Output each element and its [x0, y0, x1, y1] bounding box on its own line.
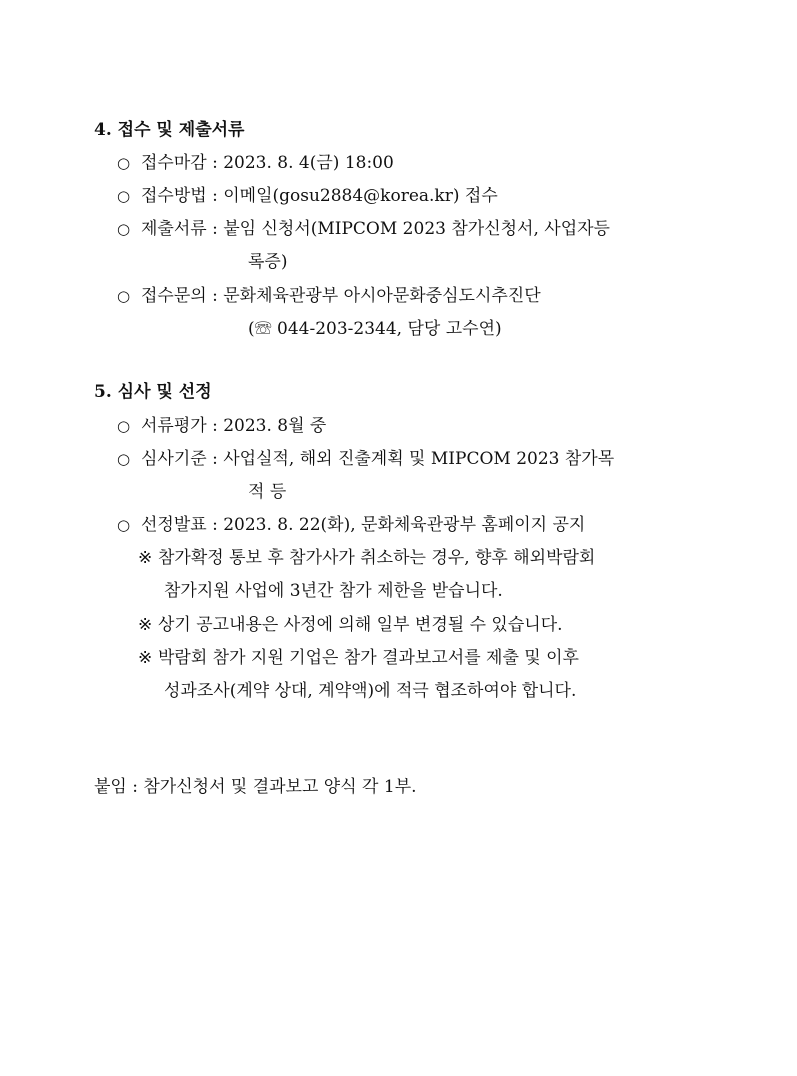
list-item	[117, 415, 326, 437]
circle-bullet-icon: ○	[117, 220, 131, 238]
note-item	[138, 647, 579, 669]
circle-bullet-icon: ○	[117, 154, 131, 172]
note-text: 참가확정 통보 후 참가사가 취소하는 경우, 향후 해외박람회	[158, 548, 596, 568]
list-item	[117, 185, 498, 207]
circle-bullet-icon: ○	[117, 417, 131, 435]
circle-bullet-icon: ○	[117, 187, 131, 205]
circle-bullet-icon: ○	[117, 450, 131, 468]
item-continuation: (☏ 044-203-2344, 담당 고수연)	[248, 319, 502, 339]
list-item	[117, 285, 541, 307]
item-text: 서류평가 : 2023. 8월 중	[141, 416, 327, 436]
note-item	[138, 547, 595, 569]
list-item	[117, 514, 585, 536]
note-continuation: 참가지원 사업에 3년간 참가 제한을 받습니다.	[164, 581, 503, 601]
section4-heading: 4. 접수 및 제출서류	[94, 120, 245, 140]
item-continuation: 적 등	[248, 482, 287, 502]
item-text: 제출서류 : 붙임 신청서(MIPCOM 2023 참가신청서, 사업자등	[141, 219, 610, 239]
item-text: 접수방법 : 이메일(gosu2884@korea.kr) 접수	[141, 186, 498, 206]
circle-bullet-icon: ○	[117, 287, 131, 305]
list-item	[117, 448, 614, 470]
list-item	[117, 152, 394, 174]
note-text: 상기 공고내용은 사정에 의해 일부 변경될 수 있습니다.	[158, 615, 563, 635]
item-text: 접수마감 : 2023. 8. 4(금) 18:00	[141, 153, 394, 173]
note-continuation: 성과조사(계약 상대, 계약액)에 적극 협조하여야 합니다.	[164, 681, 577, 701]
reference-mark-icon: ※	[138, 648, 153, 668]
item-text: 접수문의 : 문화체육관광부 아시아문화중심도시추진단	[141, 286, 541, 306]
item-continuation: 록증)	[248, 252, 288, 272]
note-text: 박람회 참가 지원 기업은 참가 결과보고서를 제출 및 이후	[158, 648, 579, 668]
section5-heading: 5. 심사 및 선정	[94, 382, 212, 402]
circle-bullet-icon: ○	[117, 516, 131, 534]
item-text: 선정발표 : 2023. 8. 22(화), 문화체육관광부 홈페이지 공지	[141, 515, 586, 535]
list-item	[117, 218, 610, 240]
item-text: 심사기준 : 사업실적, 해외 진출계획 및 MIPCOM 2023 참가목	[141, 449, 615, 469]
attachment-line: 붙임 : 참가신청서 및 결과보고 양식 각 1부.	[94, 777, 417, 797]
note-item	[138, 614, 563, 636]
reference-mark-icon: ※	[138, 615, 153, 635]
reference-mark-icon: ※	[138, 548, 153, 568]
